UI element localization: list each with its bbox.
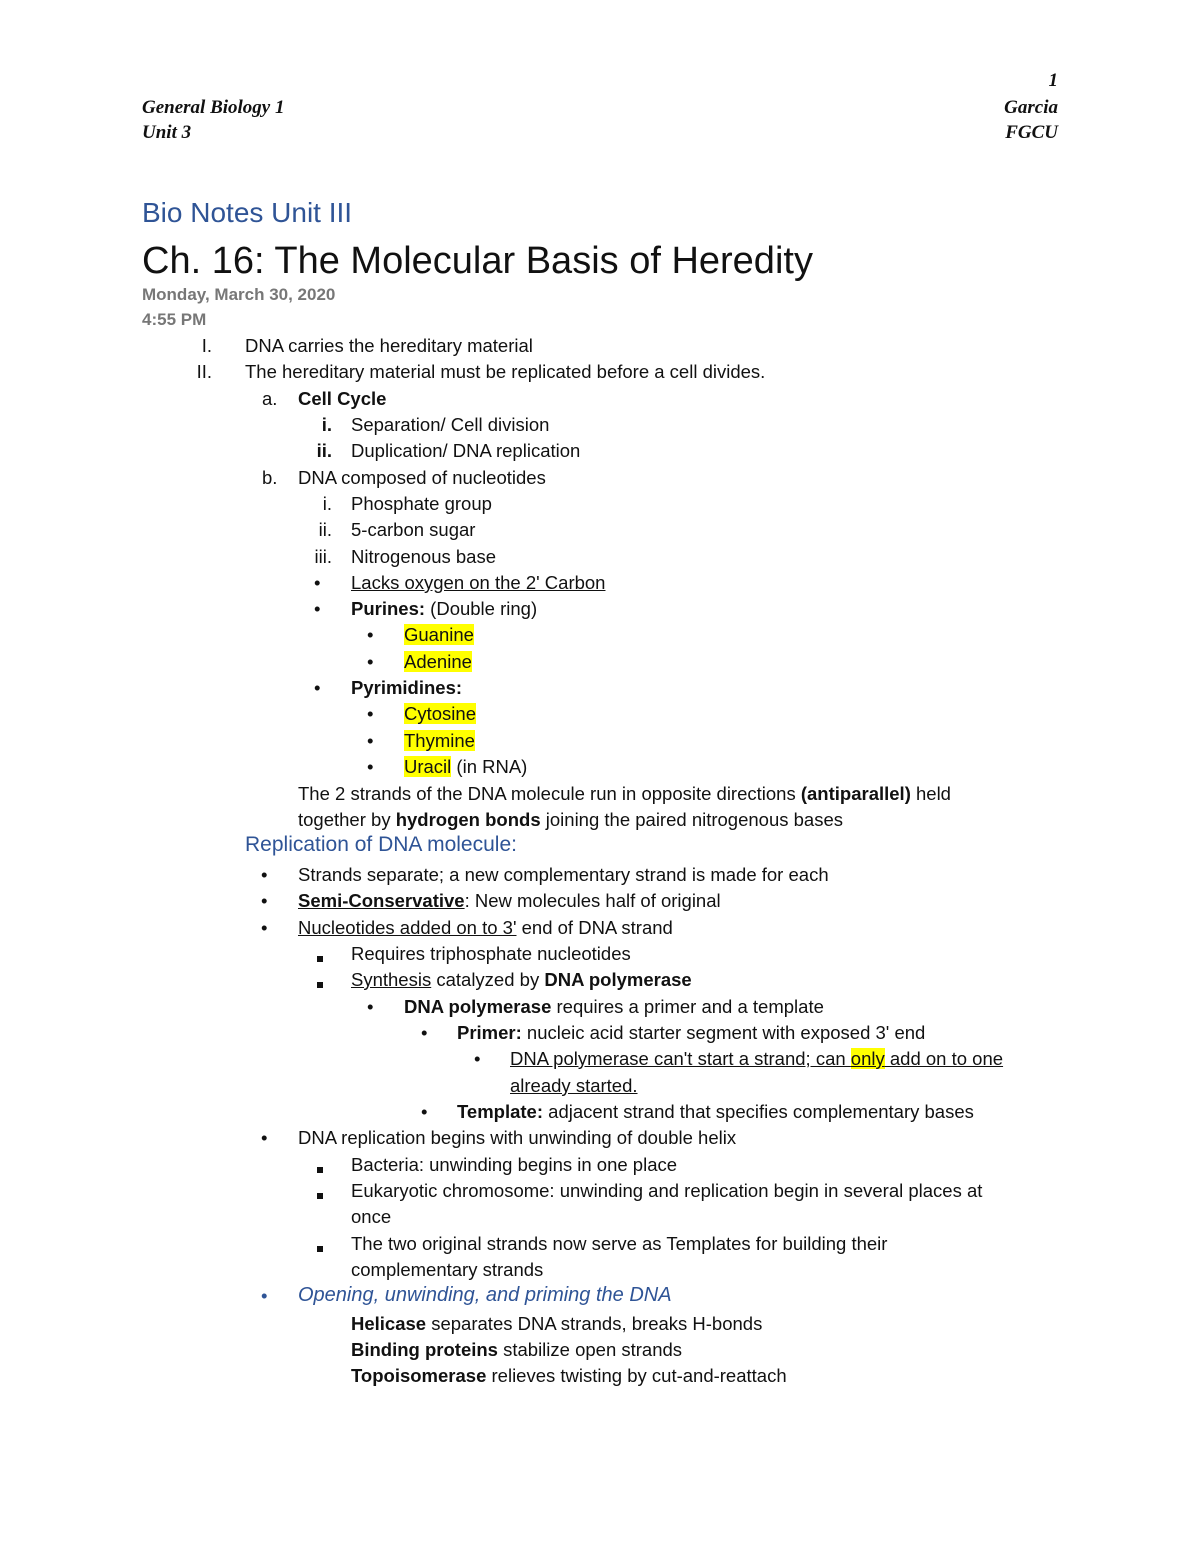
bullet-icon: •: [261, 917, 268, 938]
hydrogen-bonds-term: hydrogen bonds: [395, 809, 541, 830]
square-bullet-icon: [317, 1186, 323, 1204]
only-highlight: only: [850, 1048, 885, 1069]
base-guanine: [404, 624, 474, 646]
dna-polymerase-term: DNA polymerase: [544, 969, 692, 990]
bullet-icon: •: [367, 624, 374, 645]
outline-item-b3: Nitrogenous base: [351, 546, 497, 567]
bullet-icon: •: [421, 1022, 428, 1043]
bullet-icon: •: [367, 651, 374, 672]
replication-text: adjacent strand that specifies complementary bases: [543, 1101, 974, 1122]
thymine-highlight: Thymine: [404, 730, 475, 751]
base-cytosine: [404, 703, 476, 725]
strands-line-1: [298, 783, 951, 805]
base-adenine: [404, 651, 472, 673]
replication-text: requires a primer and a template: [551, 996, 824, 1017]
replication-item-8b-cont: once: [351, 1206, 392, 1227]
page-number: 1: [1048, 70, 1058, 91]
replication-heading: Replication of DNA molecule:: [245, 833, 517, 856]
square-bullet-icon: [317, 1239, 323, 1257]
strands-text: The 2 strands of the DNA molecule run in opposite directions: [298, 783, 801, 804]
replication-text: relieves twisting by cut-and-reattach: [486, 1365, 787, 1386]
semi-conservative-term: Semi-Conservative: [298, 890, 465, 911]
guanine-highlight: Guanine: [404, 624, 474, 645]
bullet-icon: •: [261, 890, 268, 911]
note-purines: [351, 598, 537, 620]
outline-item-a: Cell Cycle: [298, 388, 387, 409]
bullet-icon: •: [474, 1048, 481, 1069]
outline-item-b1: Phosphate group: [351, 493, 492, 514]
outline-marker-a2: ii.: [316, 440, 332, 461]
template-term: Template:: [457, 1101, 544, 1122]
bullet-icon: •: [367, 996, 374, 1017]
outline-item-b2: 5-carbon sugar: [351, 519, 476, 540]
chapter-title: Ch. 16: The Molecular Basis of Heredity: [142, 240, 813, 282]
bullet-icon: •: [314, 572, 321, 593]
section-title: Bio Notes Unit III: [142, 197, 353, 228]
replication-item-1: Strands separate; a new complementary strand is made for each: [298, 864, 829, 885]
replication-text: catalyzed by: [431, 969, 545, 990]
note-time: 4:55 PM: [142, 310, 207, 329]
nucleotides-term: Nucleotides added on to 3': [298, 917, 517, 938]
replication-item-8b: Eukaryotic chromosome: unwinding and replication begin in several places at: [351, 1180, 983, 1201]
outline-marker-a1: i.: [321, 414, 332, 435]
outline-marker-b2: ii.: [318, 519, 332, 540]
replication-item-5: [457, 1022, 925, 1044]
outline-marker-b3: iii.: [314, 546, 332, 567]
replication-text: end of DNA strand: [516, 917, 673, 938]
cytosine-highlight: Cytosine: [404, 703, 476, 724]
replication-item-2: [298, 890, 721, 912]
replication-item-8c: The two original strands now serve as Templates for building their: [351, 1233, 888, 1254]
replication-text: nucleic acid starter segment with exposed 3' end: [521, 1022, 926, 1043]
primer-term: Primer:: [457, 1022, 522, 1043]
replication-item-8a: Bacteria: unwinding begins in one place: [351, 1154, 678, 1175]
replication-text: stabilize open strands: [497, 1339, 683, 1360]
bullet-icon: •: [261, 1127, 268, 1148]
strands-line-2: [298, 809, 843, 831]
replication-item-3: [298, 917, 673, 939]
author-name: Garcia: [1004, 97, 1058, 118]
outline-item-a2: Duplication/ DNA replication: [351, 440, 581, 461]
outline-marker-i: I.: [201, 335, 212, 356]
replication-text: separates DNA strands, breaks H-bonds: [426, 1313, 763, 1334]
strands-text: held: [910, 783, 951, 804]
base-uracil: [404, 756, 527, 778]
bullet-icon: •: [421, 1101, 428, 1122]
course-name: General Biology 1: [142, 97, 285, 118]
bullet-icon: •: [367, 703, 374, 724]
uracil-note: (in RNA): [451, 756, 528, 777]
purines-note: (Double ring): [425, 598, 538, 619]
helicase-term: Helicase: [351, 1313, 427, 1334]
bullet-icon: •: [367, 730, 374, 751]
bullet-icon: •: [261, 864, 268, 885]
topoisomerase-item: [351, 1365, 787, 1387]
replication-text: add on to one: [884, 1048, 1004, 1069]
dna-polymerase-term: DNA polymerase: [404, 996, 552, 1017]
replication-item-3b: [351, 969, 692, 991]
antiparallel-term: (antiparallel): [800, 783, 911, 804]
square-bullet-icon: [317, 975, 323, 993]
base-thymine: [404, 730, 475, 752]
outline-item-ii: The hereditary material must be replicated before a cell divides.: [245, 361, 766, 382]
square-bullet-icon: [317, 949, 323, 967]
square-bullet-icon: [317, 1160, 323, 1178]
replication-text: : New molecules half of original: [464, 890, 721, 911]
adenine-highlight: Adenine: [404, 651, 472, 672]
binding-proteins-term: Binding proteins: [351, 1339, 498, 1360]
synthesis-term: Synthesis: [351, 969, 432, 990]
bullet-icon: •: [367, 756, 374, 777]
topoisomerase-term: Topoisomerase: [351, 1365, 487, 1386]
outline-marker-b: b.: [262, 467, 278, 488]
strands-text: together by: [298, 809, 396, 830]
strands-text: joining the paired nitrogenous bases: [540, 809, 844, 830]
note-date: Monday, March 30, 2020: [142, 285, 336, 304]
replication-item-6: [510, 1048, 1003, 1070]
replication-item-8: DNA replication begins with unwinding of double helix: [298, 1127, 737, 1148]
opening-heading: Opening, unwinding, and priming the DNA: [298, 1284, 672, 1306]
bullet-icon: •: [261, 1285, 268, 1306]
outline-marker-ii: II.: [196, 361, 212, 382]
uracil-highlight: Uracil: [404, 756, 452, 777]
bullet-icon: •: [314, 677, 321, 698]
replication-item-6-cont: already started.: [510, 1075, 638, 1096]
outline-marker-a: a.: [262, 388, 278, 409]
replication-item-7: [457, 1101, 974, 1123]
bullet-icon: •: [314, 598, 321, 619]
school-name: FGCU: [1005, 122, 1058, 143]
replication-item-4: [404, 996, 824, 1018]
note-lacks-oxygen: Lacks oxygen on the 2' Carbon: [351, 572, 606, 593]
replication-item-8c-cont: complementary strands: [351, 1259, 544, 1280]
purines-label: Purines:: [351, 598, 426, 619]
outline-item-a1: Separation/ Cell division: [351, 414, 550, 435]
replication-text: DNA polymerase can't start a strand; can: [510, 1048, 851, 1069]
note-pyrimidines: Pyrimidines:: [351, 677, 463, 698]
unit-name: Unit 3: [142, 122, 192, 143]
outline-marker-b1: i.: [322, 493, 332, 514]
outline-item-b: DNA composed of nucleotides: [298, 467, 546, 488]
binding-proteins-item: [351, 1339, 682, 1361]
outline-item-i: DNA carries the hereditary material: [245, 335, 533, 356]
helicase-item: [351, 1313, 762, 1335]
replication-item-3a: Requires triphosphate nucleotides: [351, 943, 631, 964]
